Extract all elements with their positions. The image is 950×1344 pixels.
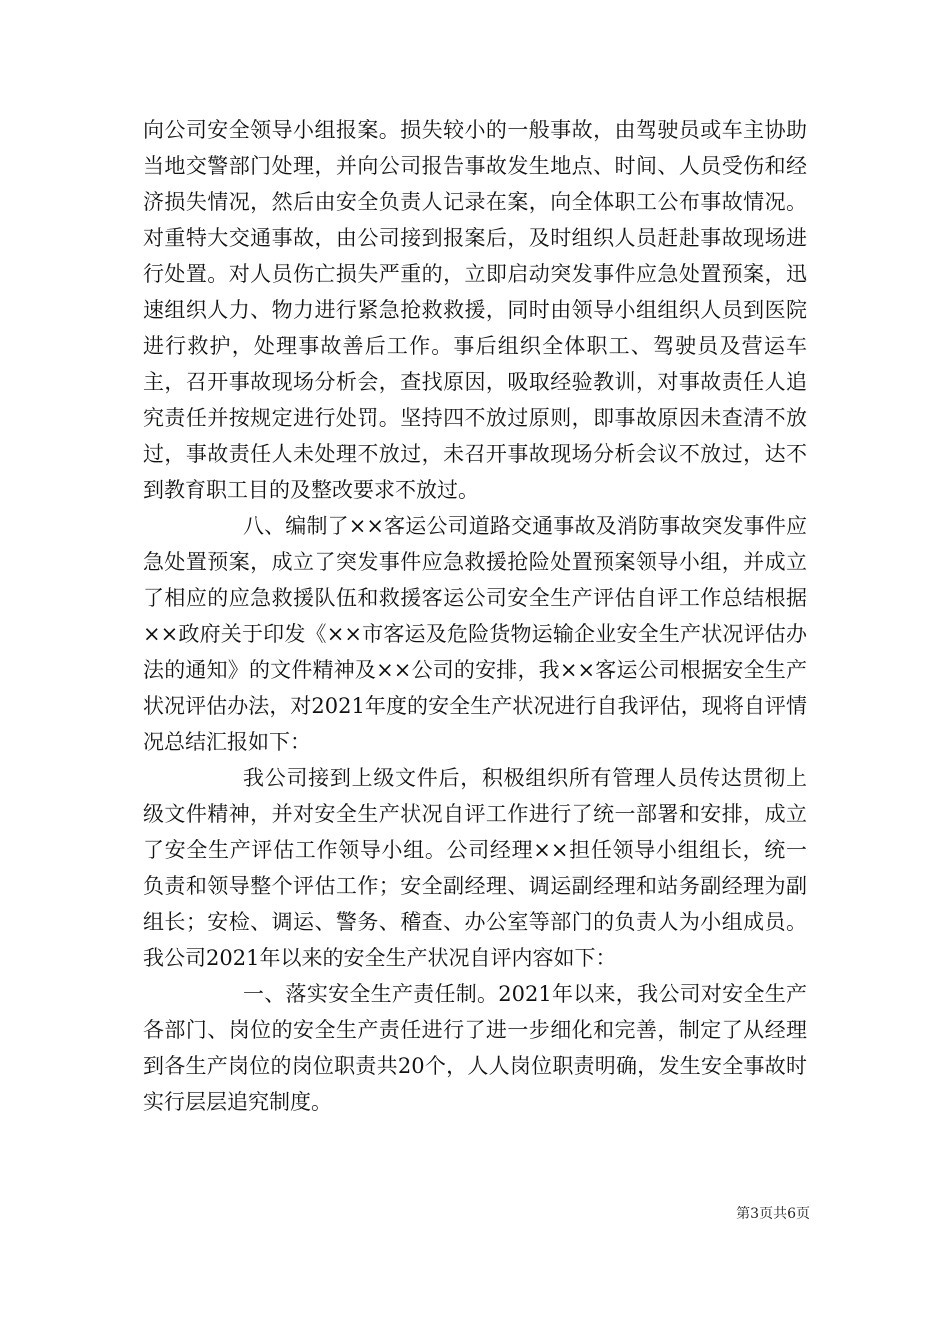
paragraph-accident-handling: 向公司安全领导小组报案。损失较小的一般事故，由驾驶员或车主协助当地交警部门处理，并向公司报告事故发生地点、时间、人员受伤和经济损失情况，然后由安全负责人记录在案，向全体职工公布事故情况。对重特大交通事故，由公司接到报案后，及时组织人员赶赴事故现场进行处置。对人员伤亡损失严重的，立即启动突发事件应急处置预案，迅速组织人力、物力进行紧急抢救救援，同时由领导小组组织人员到医院进行救护，处理事故善后工作。事后组织全体职工、驾驶员及营运车主，召开事故现场分析会，查找原因，吸取经验教训，对事故责任人追究责任并按规定进行处罚。坚持四不放过原则，即事故原因未查清不放过，事故责任人未处理不放过，未召开事故现场分析会议不放过，达不到教育职工目的及整改要求不放过。 [143, 118, 807, 502]
paragraph-assessment-organization: 我公司接到上级文件后，积极组织所有管理人员传达贯彻上级文件精神，并对安全生产状况自评工作进行了统一部署和安排，成立了安全生产评估工作领导小组。公司经理××担任领导小组组长，统一负责和领导整个评估工作；安全副经理、调运副经理和站务副经理为副组长；安检、调运、警务、稽查、办公室等部门的负责人为小组成员。我公司2021年以来的安全生产状况自评内容如下： [143, 766, 807, 970]
paragraph-responsibility-system: 一、落实安全生产责任制。2021年以来，我公司对安全生产各部门、岗位的安全生产责任进行了进一步细化和完善，制定了从经理到各生产岗位的岗位职责共20个，人人岗位职责明确，发生安全事故时实行层层追究制度。 [143, 982, 807, 1114]
page-number: 第3页共6页 [736, 1206, 810, 1222]
paragraph-emergency-plan: 八、编制了××客运公司道路交通事故及消防事故突发事件应急处置预案，成立了突发事件应急救援抢险处置预案领导小组，并成立了相应的应急救援队伍和救援客运公司安全生产评估自评工作总结根据××政府关于印发《××市客运及危险货物运输企业安全生产状况评估办法的通知》的文件精神及××公司的安排，我××客运公司根据安全生产状况评估办法，对2021年度的安全生产状况进行自我评估，现将自评情况总结汇报如下： [143, 514, 807, 754]
document-body [143, 112, 807, 1120]
